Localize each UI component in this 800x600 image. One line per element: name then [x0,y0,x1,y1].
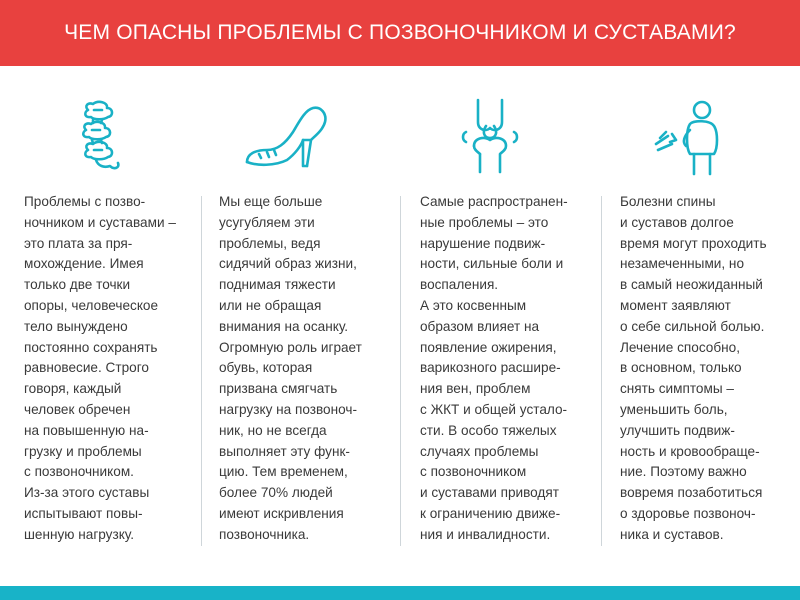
header-banner [0,0,800,66]
text-line: нарушение подвиж- [420,235,546,251]
text-line: опоры, человеческое [24,297,159,313]
text-line: о здоровье позвоноч- [620,505,756,521]
text-line: с ЖКТ и общей устало- [420,401,568,417]
text-line: появление ожирения, [420,339,557,355]
text-line: вовремя позаботиться [620,485,763,501]
text-line: образом влияет на [420,318,540,334]
text-line: внимания на осанку. [219,318,349,334]
text-line: время могут проходить [620,235,767,251]
text-line: Болезни спины [620,194,716,209]
text-line: варикозного расшире- [420,360,561,376]
text-line: только две точки [24,277,131,293]
text-line: цию. Тем временем, [219,464,348,480]
text-line: поднимая тяжести [219,277,336,293]
text-line: Лечение способно, [620,339,740,355]
column-text [620,192,790,546]
text-line: обувь, которая [219,360,313,376]
text-line: тело вынуждено [24,318,128,334]
text-line: в основном, только [620,360,742,376]
text-line: говоря, каждый [24,381,122,397]
column-divider [601,196,602,546]
page-title: ЧЕМ ОПАСНЫ ПРОБЛЕМЫ С ПОЗВОНОЧНИКОМ И СУСТАВАМИ? [64,21,736,44]
text-line: сти. В особо тяжелых [420,422,557,438]
column-back-pain [620,96,790,556]
text-line: призвана смягчать [219,381,338,397]
text-line: испытывают повы- [24,505,143,521]
text-line: А это косвенным [420,297,527,313]
text-line: снять симптомы – [620,381,734,397]
text-line: ночником и суставами – [24,214,176,230]
text-line: Проблемы с позво- [24,194,146,209]
footer-accent-bar [0,586,800,600]
column-spine [24,96,194,556]
knee-joint-icon [456,96,546,176]
text-line: улучшить подвиж- [620,422,735,438]
text-line: ность и кровообраще- [620,443,760,459]
text-line: случаях проблемы [420,443,539,459]
text-line: или не обращая [219,297,322,313]
text-line: ние. Поэтому важно [620,464,747,480]
text-line: усугубляем эти [219,214,315,230]
text-line: более 70% людей [219,485,333,501]
text-line: нагрузку на позвоноч- [219,401,357,417]
text-line: это плата за пря- [24,235,133,251]
text-line: проблемы, ведя [219,235,321,251]
text-line: ные проблемы – это [420,214,549,230]
text-line: уменьшить боль, [620,401,728,417]
column-divider [201,196,202,546]
text-line: мохождение. Имея [24,256,144,272]
back-pain-person-icon [648,96,738,176]
column-knee [420,96,590,556]
text-line: Мы еще больше [219,194,323,209]
text-line: о себе сильной болью. [620,318,765,334]
text-line: и суставами приводят [420,485,559,501]
text-line: равновесие. Строго [24,360,149,376]
text-line: шенную нагрузку. [24,526,135,542]
high-heel-shoe-icon [241,96,331,176]
text-line: Огромную роль играет [219,339,362,355]
text-line: в самый неожиданный [620,277,763,293]
column-text [24,192,194,546]
text-line: человек обречен [24,401,131,417]
text-line: ника и суставов. [620,526,724,542]
text-line: ния и инвалидности. [420,526,551,542]
text-line: постоянно сохранять [24,339,158,355]
text-line: ности, сильные боли и [420,256,564,272]
text-line: момент заявляют [620,297,731,313]
spine-icon [58,96,148,176]
text-line: с позвоночником [420,464,527,480]
column-shoe [219,96,389,556]
text-line: выполняет эту функ- [219,443,350,459]
text-line: позвоночника. [219,526,310,542]
text-line: грузку и проблемы [24,443,142,459]
column-divider [400,196,401,546]
text-line: незамеченными, но [620,256,745,272]
text-line: к ограничению движе- [420,505,561,521]
column-text [420,192,590,546]
text-line: сидячий образ жизни, [219,256,357,272]
text-line: воспаления. [420,277,499,293]
text-line: ния вен, проблем [420,381,531,397]
text-line: Из-за этого суставы [24,485,150,501]
text-line: ник, но не всегда [219,422,327,438]
column-text [219,192,389,546]
text-line: и суставов долгое [620,214,734,230]
text-line: с позвоночником. [24,464,134,480]
text-line: Самые распространен- [420,194,568,209]
text-line: имеют искривления [219,505,344,521]
text-line: на повышенную на- [24,422,149,438]
